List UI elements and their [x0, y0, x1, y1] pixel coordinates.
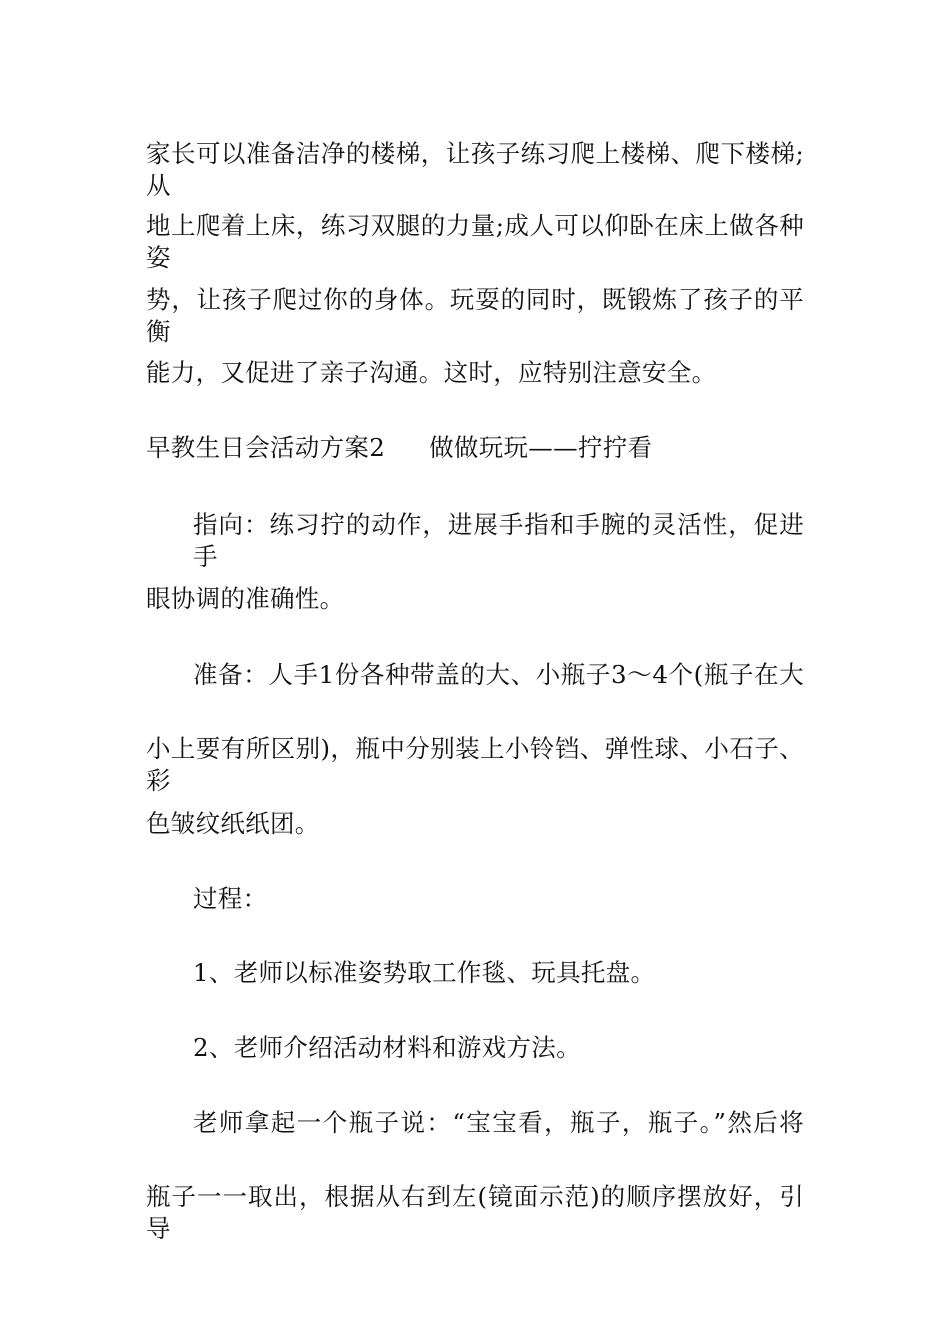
- paragraph-line: 老师拿起一个瓶子说：“宝宝看，瓶子，瓶子。”然后将: [193, 1108, 804, 1137]
- paragraph-line: 势，让孩子爬过你的身体。玩耍的同时，既锻炼了孩子的平衡: [146, 285, 804, 346]
- section-heading: [146, 432, 652, 464]
- paragraph-line: 准备：人手1份各种带盖的大、小瓶子3～4个(瓶子在大: [193, 660, 804, 689]
- paragraph-line: 眼协调的准确性。: [146, 584, 345, 613]
- process-label: 过程：: [193, 884, 268, 913]
- step-item: 1、老师以标准姿势取工作毯、玩具托盘。: [193, 958, 656, 987]
- paragraph-line: 小上要有所区别)，瓶中分别装上小铃铛、弹性球、小石子、彩: [146, 734, 804, 795]
- paragraph-line: 瓶子一一取出，根据从右到左(镜面示范)的顺序摆放好，引导: [146, 1182, 804, 1243]
- paragraph-line: 指向：练习拧的动作，进展手指和手腕的灵活性，促进手: [193, 510, 804, 571]
- heading-title: 早教生日会活动方案2: [146, 433, 386, 462]
- paragraph-line: 家长可以准备洁净的楼梯，让孩子练习爬上楼梯、爬下楼梯;从: [146, 139, 804, 200]
- paragraph-line: 色皱纹纸纸团。: [146, 809, 320, 838]
- paragraph-line: 地上爬着上床，练习双腿的力量;成人可以仰卧在床上做各种姿: [146, 211, 804, 272]
- paragraph-line: 能力，又促进了亲子沟通。这时，应特别注意安全。: [146, 358, 717, 387]
- heading-subtitle: 做做玩玩——拧拧看: [429, 433, 653, 462]
- step-item: 2、老师介绍活动材料和游戏方法。: [193, 1033, 581, 1062]
